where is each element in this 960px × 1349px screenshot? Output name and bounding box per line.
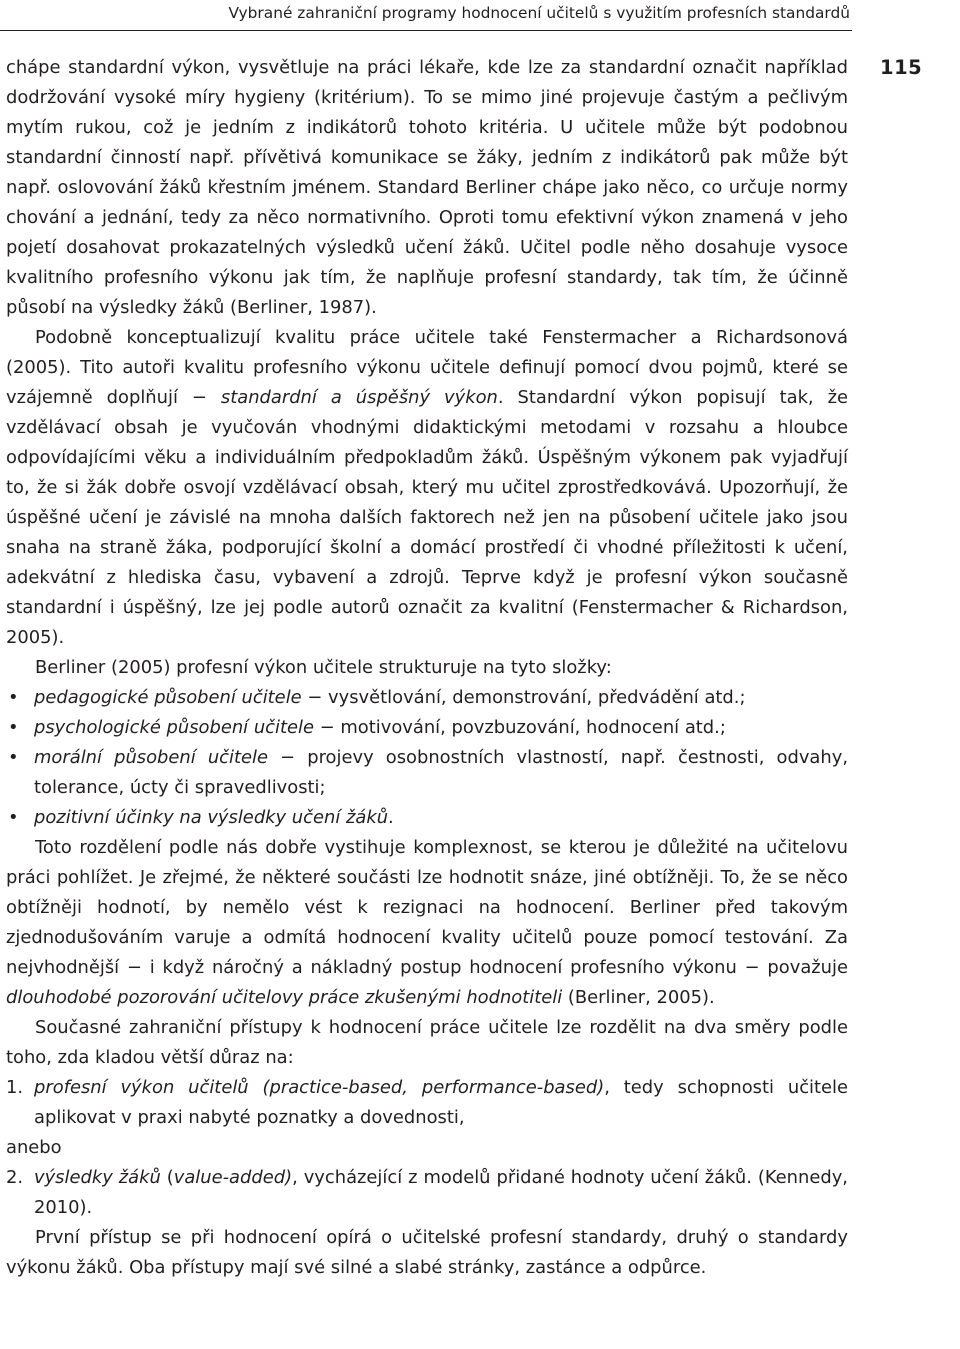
approach-item-1 [6, 1073, 848, 1133]
p2-text-a: Podobně konceptualizují kvalitu práce učitele také Fenstermacher a Richardsonová (2005). Tito autoři kvalitu profesního výkonu učitele definují pomocí dvou pojmů, které se vzájemně doplňují [6, 327, 848, 408]
running-header: Vybrané zahraniční programy hodnocení učitelů s využitím profesních standardů [228, 4, 850, 22]
approach-rest: , tedy schopnosti učitele aplikovat v praxi nabyté poznatky a dovednosti, [34, 1077, 848, 1128]
component-list [6, 683, 848, 833]
component-term: morální působení učitele [34, 747, 268, 768]
component-desc: projevy osobnostních vlastností, např. čestnosti, odvahy, tolerance, úcty či spravedlivosti; [34, 747, 849, 798]
component-dash: − [307, 687, 323, 708]
component-item [6, 683, 848, 713]
approach-or: anebo [6, 1137, 62, 1158]
approach-italic: profesní výkon učitelů (practice-based, performance-based) [34, 1077, 605, 1098]
component-desc: vysvětlování, demonstrování, předvádění atd.; [328, 687, 746, 708]
component-term: psychologické působení učitele [34, 717, 314, 738]
component-suffix: . [388, 807, 394, 828]
p2-text-c: . Standardní výkon popisují tak, že vzdělávací obsah je vyučován vhodnými didaktickými metodami v rozsahu a hloubce odpovídajícími věku a individuálním předpokladům žáků. Úspěšným výkonem pak vyjadřují to, že si žák dobře osvojí vzdělávací obsah, který mu učitel zprostředkovává. Upozorňují, že úspěšné učení je závislé na mnoha dalších faktorech než jen na působení učitele jako jsou snaha na straně žáka, podporující školní a domácí prostředí či vhodné příležitosti k učení, adekvátní z hlediska času, vybavení a zdrojů. Teprve když je profesní výkon současně standardní i úspěšný, lze jej podle autorů označit za kvalitní (Fenstermacher & Richardson, 2005). [6, 387, 848, 648]
approach-marker: 2. [6, 1167, 24, 1188]
paragraph-2 [6, 323, 848, 653]
approach-rest: , vycházející z modelů přidané hodnoty učení žáků. (Kennedy, 2010). [34, 1167, 848, 1218]
component-term: pedagogické působení učitele [34, 687, 302, 708]
paragraph-4 [6, 833, 848, 1013]
component-desc: motivování, povzbuzování, hodnocení atd.; [340, 717, 726, 738]
p2-italic-terms: standardní a úspěšný výkon [220, 387, 498, 408]
p2-dash: − [191, 387, 207, 408]
p4-text-a: Toto rozdělení podle nás dobře vystihuje komplexnost, se kterou je důležité na učitelovu práci pohlížet. Je zřejmé, že některé součásti lze hodnotit snáze, jiné obtížněji. To, že se něco obtížněji hodnotí, by nemělo vést k rezignaci na hodnocení. Berliner před takovým zjednodušováním varuje a odmítá hodnocení kvality učitelů pouze pomocí testování. Za nejvhodnější [6, 837, 848, 978]
paragraph-1: chápe standardní výkon, vysvětluje na práci lékaře, kde lze za standardní označit například dodržování vysoké míry hygieny (kritérium). To se mimo jiné projevuje častým a pečlivým mytím rukou, což je jedním z indikátorů tohoto kritéria. U učitele může být podobnou standardní činností např. přívětivá komunikace se žáky, jedním z indikátorů pak může být např. oslovování žáků křestním jménem. Standard Berliner chápe jako něco, co určuje normy chování a jednání, tedy za něco normativního. Oproti tomu efektivní výkon znamená v jeho pojetí dosahovat prokazatelných výsledků učení žáků. Učitel podle něho dosahuje vysoce kvalitního profesního výkonu jak tím, že naplňuje profesní standardy, tak tím, že účinně působí na výsledky žáků (Berliner, 1987). [6, 57, 848, 318]
p4-text-e: (Berliner, 2005). [562, 987, 715, 1008]
approach-plain-a: ( [160, 1167, 174, 1188]
component-item [6, 803, 848, 833]
p4-italic-method: dlouhodobé pozorování učitelovy práce zkušenými hodnotiteli [6, 987, 563, 1008]
component-item [6, 743, 848, 803]
header-rule [0, 30, 852, 31]
approach-list [6, 1073, 848, 1223]
p4-dash-2: − [744, 957, 760, 978]
component-dash: − [280, 747, 296, 768]
paragraph-5: Současné zahraniční přístupy k hodnocení práce učitele lze rozdělit na dva směry podle toho, zda kladou větší důraz na: [6, 1017, 848, 1068]
approach-marker: 1. [6, 1077, 24, 1098]
body-text [6, 53, 848, 1283]
approach-item-2 [6, 1163, 848, 1223]
p4-text-b: i když náročný a nákladný postup hodnocení profesního výkonu [141, 957, 745, 978]
paragraph-6: První přístup se při hodnocení opírá o učitelské profesní standardy, druhý o standardy výkonu žáků. Oba přístupy mají své silné a slabé stránky, zastánce a odpůrce. [6, 1227, 848, 1278]
approach-italic-b: value-added) [173, 1167, 293, 1188]
paragraph-3: Berliner (2005) profesní výkon učitele strukturuje na tyto složky: [35, 657, 612, 678]
approach-italic-a: výsledky žáků [34, 1167, 161, 1188]
page-number: 115 [880, 56, 923, 79]
p4-text-c: považuje [759, 957, 848, 978]
p4-dash-1: − [126, 957, 142, 978]
component-term: pozitivní účinky na výsledky učení žáků [34, 807, 389, 828]
component-item [6, 713, 848, 743]
component-dash: − [319, 717, 335, 738]
